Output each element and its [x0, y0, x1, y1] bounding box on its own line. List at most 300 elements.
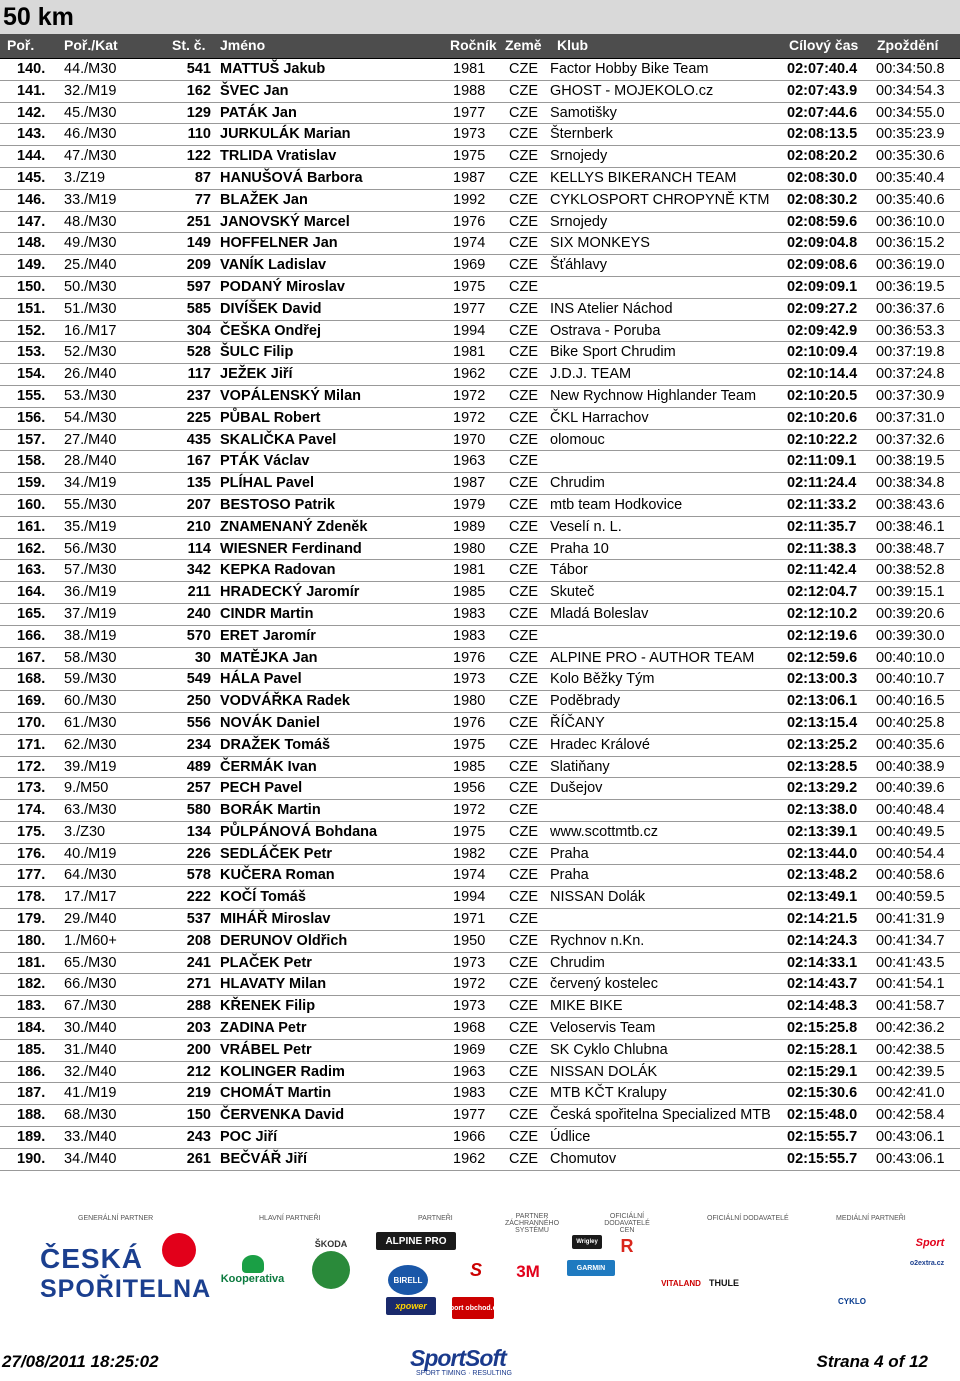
finish-time-cell: 02:15:48.0 [787, 1107, 858, 1124]
club-cell: KELLYS BIKERANCH TEAM [550, 169, 737, 186]
rank-cell: 152. [17, 322, 46, 339]
finish-time-cell: 02:14:48.3 [787, 998, 858, 1015]
country-cell: CZE [509, 104, 538, 121]
club-cell: Šternberk [550, 126, 613, 143]
table-row [0, 648, 960, 670]
start-number-cell: 209 [186, 257, 211, 274]
finish-time-cell: 02:11:42.4 [787, 562, 857, 579]
year-cell: 1972 [453, 976, 486, 993]
rank-cell: 184. [17, 1020, 46, 1037]
rank-cell: 141. [17, 82, 46, 99]
name-cell: DRAŽEK Tomáš [220, 736, 331, 753]
country-cell: CZE [509, 213, 538, 230]
year-cell: 1969 [453, 257, 486, 274]
category-cell: 25./M40 [64, 257, 117, 274]
page-footer [0, 1340, 960, 1381]
year-cell: 1992 [453, 191, 486, 208]
finish-time-cell: 02:08:30.0 [787, 169, 858, 186]
category-cell: 66./M30 [64, 976, 117, 993]
start-number-cell: 226 [186, 845, 211, 862]
year-cell: 1975 [453, 148, 486, 165]
country-cell: CZE [509, 431, 538, 448]
club-cell: Údlice [550, 1129, 591, 1146]
table-row [0, 865, 960, 887]
table-row [0, 168, 960, 190]
gap-cell: 00:41:54.1 [876, 976, 945, 993]
gap-cell: 00:41:58.7 [876, 998, 945, 1015]
finish-time-cell: 02:13:49.1 [787, 889, 858, 906]
category-cell: 32./M40 [64, 1063, 117, 1080]
start-number-cell: 549 [186, 671, 211, 688]
name-cell: HRADECKÝ Jaromír [220, 584, 360, 601]
gap-cell: 00:37:31.0 [876, 409, 945, 426]
garmin-logo: GARMIN [567, 1260, 615, 1276]
club-cell: ŘÍČANY [550, 714, 605, 731]
rank-cell: 142. [17, 104, 46, 121]
start-number-cell: 203 [186, 1020, 211, 1037]
country-cell: CZE [509, 344, 538, 361]
gap-cell: 00:34:50.8 [876, 61, 945, 77]
o2-logo: o2extra.cz [909, 1259, 945, 1267]
name-cell: HÁLA Pavel [220, 671, 302, 688]
category-cell: 34./M19 [64, 475, 117, 492]
table-row [0, 953, 960, 975]
rank-cell: 146. [17, 191, 46, 208]
start-number-cell: 537 [186, 911, 211, 928]
table-row [0, 81, 960, 103]
year-cell: 1962 [453, 1150, 486, 1167]
country-cell: CZE [509, 387, 538, 404]
gap-cell: 00:40:54.4 [876, 845, 945, 862]
table-row [0, 59, 960, 81]
rank-cell: 170. [17, 714, 46, 731]
name-cell: PLÍHAL Pavel [220, 475, 315, 492]
start-number-cell: 110 [187, 126, 211, 143]
rank-cell: 175. [17, 823, 46, 840]
name-cell: PTÁK Václav [220, 453, 310, 470]
name-cell: PATÁK Jan [220, 104, 297, 121]
start-number-cell: 87 [194, 169, 211, 186]
finish-time-cell: 02:15:55.7 [787, 1129, 858, 1146]
club-cell: Hradec Králové [550, 736, 650, 753]
table-row [0, 844, 960, 866]
category-cell: 27./M40 [64, 431, 117, 448]
name-cell: TRLIDA Vratislav [220, 148, 337, 165]
rank-cell: 167. [17, 649, 46, 666]
country-cell: CZE [509, 627, 538, 644]
name-cell: ERET Jaromír [220, 627, 316, 644]
year-cell: 1977 [453, 104, 486, 121]
name-cell: WIESNER Ferdinand [220, 540, 362, 557]
year-cell: 1994 [453, 889, 486, 906]
club-cell: Kolo Běžky Tým [550, 671, 655, 688]
finish-time-cell: 02:08:13.5 [787, 126, 858, 143]
finish-time-cell: 02:12:04.7 [787, 584, 858, 601]
country-cell: CZE [509, 671, 538, 688]
club-cell: Srnojedy [550, 213, 608, 230]
gap-cell: 00:36:15.2 [876, 235, 945, 252]
country-cell: CZE [509, 693, 538, 710]
table-row [0, 233, 960, 255]
sponsor-label-rescue: PARTNER ZÁCHRANNÉHO SYSTÉMU [504, 1213, 560, 1234]
year-cell: 1970 [453, 431, 486, 448]
category-cell: 38./M19 [64, 627, 117, 644]
category-cell: 63./M30 [64, 802, 117, 819]
club-cell: Česká spořitelna Specialized MTB [550, 1107, 771, 1124]
table-row [0, 691, 960, 713]
year-cell: 1987 [453, 169, 486, 186]
table-row [0, 473, 960, 495]
rank-cell: 171. [17, 736, 46, 753]
specialized-logo: S [469, 1259, 482, 1280]
category-cell: 31./M40 [64, 1041, 117, 1058]
sportsoft-logo: SportSoft SPORT TIMING · RESULTING [410, 1345, 512, 1377]
name-cell: PŮLPÁNOVÁ Bohdana [220, 823, 378, 840]
club-cell: Chomutov [550, 1150, 617, 1167]
table-row [0, 539, 960, 561]
start-number-cell: 30 [194, 649, 211, 666]
start-number-cell: 288 [186, 998, 211, 1015]
club-cell: Srnojedy [550, 148, 608, 165]
category-cell: 48./M30 [64, 213, 117, 230]
start-number-cell: 222 [186, 889, 211, 906]
finish-time-cell: 02:11:38.3 [787, 540, 857, 557]
table-row [0, 277, 960, 299]
year-cell: 1994 [453, 322, 486, 339]
rank-cell: 148. [17, 235, 46, 252]
club-cell: Mladá Boleslav [550, 605, 649, 622]
category-cell: 45./M30 [64, 104, 117, 121]
table-row [0, 713, 960, 735]
year-cell: 1989 [453, 518, 486, 535]
sponsor-label-general: GENERÁLNÍ PARTNER [78, 1215, 154, 1222]
table-row [0, 342, 960, 364]
start-number-cell: 122 [186, 148, 211, 165]
table-row [0, 931, 960, 953]
year-cell: 1983 [453, 605, 486, 622]
year-cell: 1963 [453, 453, 486, 470]
rank-cell: 163. [17, 562, 46, 579]
name-cell: ŠULC Filip [220, 344, 294, 361]
kooperativa-logo: Kooperativa [215, 1250, 290, 1290]
rank-cell: 158. [17, 453, 46, 470]
ceska-sporitelna-logo: ČESKÁ SPOŘITELNA [40, 1233, 240, 1305]
category-cell: 33./M19 [64, 191, 117, 208]
category-cell: 62./M30 [64, 736, 117, 753]
category-cell: 40./M19 [64, 845, 117, 862]
club-cell: Samotišky [550, 104, 617, 121]
table-row [0, 212, 960, 234]
name-cell: BORÁK Martin [220, 802, 321, 819]
gap-cell: 00:36:19.0 [876, 257, 945, 274]
3m-logo: 3M [516, 1262, 540, 1281]
year-cell: 1985 [453, 758, 486, 775]
table-row [0, 299, 960, 321]
rank-cell: 177. [17, 867, 46, 884]
gap-cell: 00:37:19.8 [876, 344, 945, 361]
country-cell: CZE [509, 1107, 538, 1124]
table-row [0, 604, 960, 626]
year-cell: 1972 [453, 387, 486, 404]
finish-time-cell: 02:09:09.1 [787, 278, 858, 295]
start-number-cell: 212 [186, 1063, 211, 1080]
gap-cell: 00:36:19.5 [876, 278, 945, 295]
table-row [0, 974, 960, 996]
finish-time-cell: 02:09:08.6 [787, 257, 858, 274]
country-cell: CZE [509, 932, 538, 949]
country-cell: CZE [509, 823, 538, 840]
name-cell: ČERMÁK Ivan [220, 758, 317, 775]
country-cell: CZE [509, 714, 538, 731]
club-cell: Ostrava - Poruba [550, 322, 661, 339]
name-cell: BLAŽEK Jan [220, 191, 308, 208]
year-cell: 1975 [453, 278, 486, 295]
start-number-cell: 240 [186, 605, 211, 622]
alpine-pro-logo: ALPINE PRO [376, 1232, 456, 1250]
name-cell: PŮBAL Robert [220, 409, 321, 426]
name-cell: PLAČEK Petr [220, 954, 312, 971]
name-cell: MIHÁŘ Miroslav [220, 911, 331, 928]
name-cell: BESTOSO Patrik [220, 496, 335, 513]
rank-cell: 156. [17, 409, 46, 426]
wrigley-logo: Wrigley [572, 1235, 602, 1249]
start-number-cell: 234 [186, 736, 211, 753]
country-cell: CZE [509, 366, 538, 383]
start-number-cell: 304 [186, 322, 211, 339]
birell-logo: BIRELL [388, 1265, 428, 1295]
sponsor-label-media: MEDIÁLNÍ PARTNEŘI [836, 1215, 906, 1222]
gap-cell: 00:43:06.1 [876, 1129, 945, 1146]
rank-cell: 162. [17, 540, 46, 557]
finish-time-cell: 02:14:21.5 [787, 911, 858, 928]
finish-time-cell: 02:07:43.9 [787, 82, 858, 99]
sponsor-label-official: OFICIÁLNÍ DODAVATELÉ [707, 1215, 789, 1222]
start-number-cell: 257 [186, 780, 211, 797]
gap-cell: 00:40:39.6 [876, 780, 945, 797]
club-cell: Skuteč [550, 584, 595, 601]
rank-cell: 165. [17, 605, 46, 622]
category-cell: 54./M30 [64, 409, 117, 426]
name-cell: JEŽEK Jiří [220, 366, 293, 383]
category-cell: 35./M19 [64, 518, 117, 535]
gap-cell: 00:36:37.6 [876, 300, 945, 317]
country-cell: CZE [509, 169, 538, 186]
start-number-cell: 250 [186, 693, 211, 710]
year-cell: 1973 [453, 998, 486, 1015]
country-cell: CZE [509, 889, 538, 906]
year-cell: 1987 [453, 475, 486, 492]
name-cell: ZADINA Petr [220, 1020, 307, 1037]
gap-cell: 00:42:39.5 [876, 1063, 945, 1080]
start-number-cell: 271 [186, 976, 211, 993]
finish-time-cell: 02:14:24.3 [787, 932, 858, 949]
gap-cell: 00:40:16.5 [876, 693, 945, 710]
category-cell: 47./M30 [64, 148, 117, 165]
year-cell: 1963 [453, 1063, 486, 1080]
table-row [0, 582, 960, 604]
name-cell: VOPÁLENSKÝ Milan [220, 387, 361, 404]
country-cell: CZE [509, 518, 538, 535]
table-row [0, 146, 960, 168]
category-cell: 41./M19 [64, 1085, 117, 1102]
rank-cell: 149. [17, 257, 46, 274]
start-number-cell: 489 [186, 758, 211, 775]
country-cell: CZE [509, 911, 538, 928]
rank-cell: 188. [17, 1107, 46, 1124]
gap-cell: 00:37:24.8 [876, 366, 945, 383]
start-number-cell: 135 [186, 475, 211, 492]
name-cell: CINDR Martin [220, 605, 314, 622]
country-cell: CZE [509, 758, 538, 775]
rank-cell: 179. [17, 911, 46, 928]
club-cell: New Rychnow Highlander Team [550, 387, 757, 404]
table-row [0, 778, 960, 800]
table-header [0, 34, 960, 59]
gap-cell: 00:35:23.9 [876, 126, 945, 143]
rank-cell: 159. [17, 475, 46, 492]
year-cell: 1983 [453, 1085, 486, 1102]
name-cell: POC Jiří [220, 1129, 278, 1146]
club-cell: Chrudim [550, 475, 605, 492]
finish-time-cell: 02:15:30.6 [787, 1085, 858, 1102]
table-row [0, 364, 960, 386]
header-start-number: St. č. [172, 37, 206, 53]
year-cell: 1985 [453, 584, 486, 601]
year-cell: 1981 [453, 61, 486, 77]
category-cell: 32./M19 [64, 82, 117, 99]
gap-cell: 00:38:52.8 [876, 562, 945, 579]
name-cell: KŘENEK Filip [220, 998, 316, 1015]
table-row [0, 1083, 960, 1105]
country-cell: CZE [509, 736, 538, 753]
table-row [0, 800, 960, 822]
category-cell: 65./M30 [64, 954, 117, 971]
rank-cell: 161. [17, 518, 46, 535]
table-row [0, 1040, 960, 1062]
name-cell: SEDLÁČEK Petr [220, 845, 332, 862]
name-cell: PECH Pavel [220, 780, 303, 797]
category-cell: 56./M30 [64, 540, 117, 557]
gap-cell: 00:39:20.6 [876, 605, 945, 622]
header-country: Země [505, 37, 542, 53]
club-cell: MIKE BIKE [550, 998, 623, 1015]
skoda-logo: ŠKODA [300, 1233, 362, 1295]
club-cell: Šťáhlavy [550, 257, 608, 274]
gap-cell: 00:37:32.6 [876, 431, 945, 448]
club-cell: Slatiňany [550, 758, 610, 775]
finish-time-cell: 02:10:20.6 [787, 409, 858, 426]
category-cell: 57./M30 [64, 562, 117, 579]
table-row [0, 1105, 960, 1127]
finish-time-cell: 02:12:19.6 [787, 627, 858, 644]
name-cell: ŠVEC Jan [220, 82, 289, 99]
name-cell: MATĚJKA Jan [220, 649, 318, 666]
gap-cell: 00:40:59.5 [876, 889, 945, 906]
year-cell: 1966 [453, 1129, 486, 1146]
club-cell: SIX MONKEYS [550, 235, 650, 252]
name-cell: NOVÁK Daniel [220, 714, 320, 731]
table-row [0, 430, 960, 452]
start-number-cell: 114 [187, 540, 211, 557]
header-club: Klub [557, 37, 589, 53]
rank-cell: 147. [17, 213, 46, 230]
header-year: Ročník [450, 37, 497, 53]
club-cell: ČKL Harrachov [550, 409, 649, 426]
country-cell: CZE [509, 1150, 538, 1167]
start-number-cell: 237 [186, 387, 211, 404]
year-cell: 1974 [453, 867, 486, 884]
year-cell: 1977 [453, 1107, 486, 1124]
vitaland-logo: VITALAND [661, 1278, 701, 1288]
table-row [0, 1018, 960, 1040]
category-cell: 68./M30 [64, 1107, 117, 1124]
club-cell: Poděbrady [550, 693, 621, 710]
finish-time-cell: 02:11:24.4 [787, 475, 857, 492]
finish-time-cell: 02:13:44.0 [787, 845, 858, 862]
country-cell: CZE [509, 82, 538, 99]
finish-time-cell: 02:13:29.2 [787, 780, 858, 797]
category-cell: 28./M40 [64, 453, 117, 470]
finish-time-cell: 02:11:33.2 [787, 496, 857, 513]
r-logo: R [620, 1235, 634, 1256]
rank-cell: 153. [17, 344, 46, 361]
table-row [0, 669, 960, 691]
table-row [0, 1149, 960, 1171]
footer-timestamp: 27/08/2011 18:25:02 [2, 1352, 159, 1371]
finish-time-cell: 02:10:22.2 [787, 431, 858, 448]
title-bar [0, 0, 960, 34]
table-row [0, 887, 960, 909]
year-cell: 1980 [453, 693, 486, 710]
year-cell: 1980 [453, 540, 486, 557]
category-cell: 3./Z30 [64, 823, 106, 840]
country-cell: CZE [509, 998, 538, 1015]
category-cell: 3./Z19 [64, 169, 106, 186]
gap-cell: 00:40:58.6 [876, 867, 945, 884]
country-cell: CZE [509, 1129, 538, 1146]
gap-cell: 00:40:10.0 [876, 649, 945, 666]
finish-time-cell: 02:15:55.7 [787, 1150, 858, 1167]
start-number-cell: 597 [186, 278, 211, 295]
sponsor-label-official-prizes: OFICIÁLNÍ DODAVATELÉ CEN [604, 1213, 650, 1234]
name-cell: DERUNOV Oldřich [220, 932, 348, 949]
rank-cell: 151. [17, 300, 46, 317]
club-cell: www.scottmtb.cz [550, 823, 658, 840]
country-cell: CZE [509, 300, 538, 317]
name-cell: CHOMÁT Martin [220, 1085, 332, 1102]
category-cell: 64./M30 [64, 867, 117, 884]
name-cell: VRÁBEL Petr [220, 1041, 312, 1058]
table-row [0, 190, 960, 212]
category-cell: 36./M19 [64, 584, 117, 601]
year-cell: 1976 [453, 649, 486, 666]
club-cell: NISSAN Dolák [550, 889, 646, 906]
rank-cell: 186. [17, 1063, 46, 1080]
name-cell: HLAVATY Milan [220, 976, 327, 993]
gap-cell: 00:42:38.5 [876, 1041, 945, 1058]
gap-cell: 00:39:15.1 [876, 584, 945, 601]
rank-cell: 182. [17, 976, 46, 993]
year-cell: 1968 [453, 1020, 486, 1037]
header-rank: Poř. [7, 37, 35, 53]
table-row [0, 408, 960, 430]
table-row [0, 103, 960, 125]
name-cell: HOFFELNER Jan [220, 235, 338, 252]
gap-cell: 00:43:06.1 [876, 1150, 945, 1167]
table-row [0, 1127, 960, 1149]
club-cell: Veloservis Team [550, 1020, 656, 1037]
rank-cell: 176. [17, 845, 46, 862]
